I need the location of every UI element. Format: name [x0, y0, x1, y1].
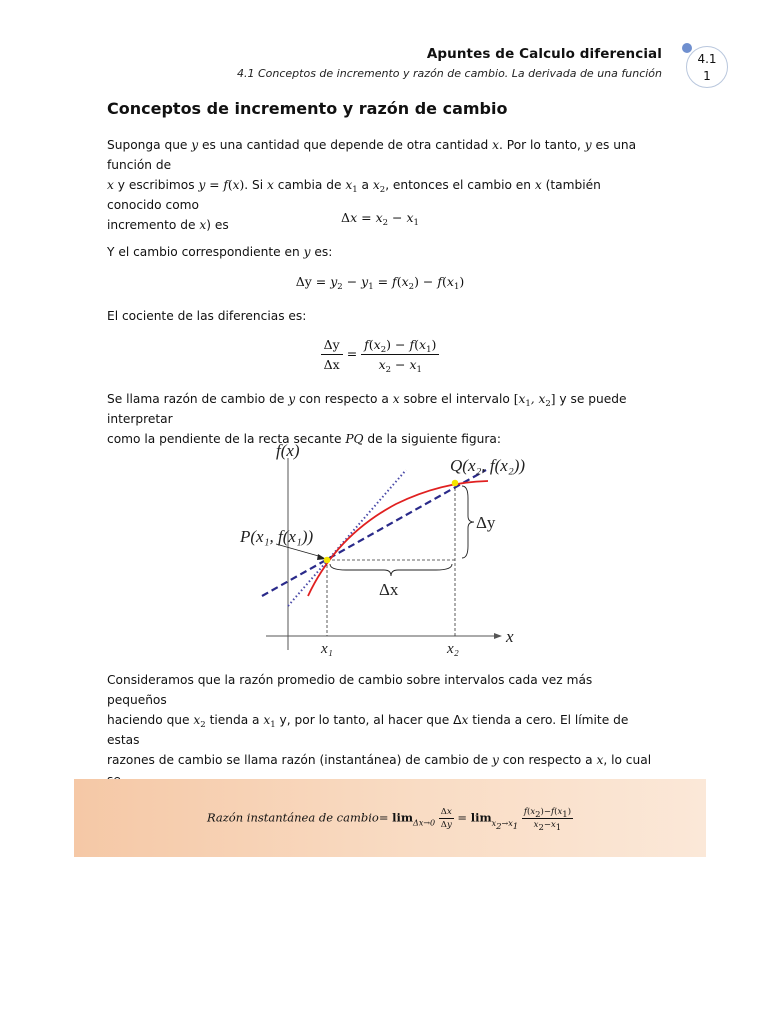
function-curve	[308, 481, 488, 596]
y-axis-label: f(x)	[276, 441, 300, 460]
equation-delta-x: $\Delta x = x_2 - x_1$	[341, 210, 419, 228]
point-q-label: Q(x₂, f(x₂))	[450, 456, 526, 475]
page-number-section: 4.1	[697, 52, 717, 66]
tick-label-x1: x₁	[321, 641, 333, 657]
paragraph-rate-of-change: Se llama razón de cambio de y con respecto a x sobre el intervalo [$x_1$, $x_2$] y se puede interpretar como la pendiente de la recta secante PQ de la siguiente figura:	[107, 392, 627, 446]
instantaneous-rate-formula: Razón instantánea de cambio= $\lim_{\Delta x\to 0}$ $\frac{\Delta x}{\Delta y}$ = $\lim_{x_2\to x_1}$ $\frac{f(x_2)-f(x_1)}{x_2-x_1}$	[206, 807, 572, 833]
point-p	[324, 557, 331, 564]
x-axis-arrow-icon	[494, 633, 502, 639]
delta-x-label: Δx	[379, 580, 399, 599]
delta-x-brace	[330, 564, 452, 576]
paragraph-change-y: Y el cambio correspondiente en y es:	[107, 245, 333, 259]
instantaneous-rate-label: Razón instantánea de cambio	[206, 810, 379, 825]
badge-dot-icon	[682, 43, 692, 53]
point-q	[452, 480, 459, 487]
page-number-badge	[686, 46, 728, 88]
delta-y-brace	[462, 486, 474, 558]
header-title: Apuntes de Calculo diferencial	[426, 46, 662, 62]
page-number: 1	[703, 69, 711, 83]
header-subtitle: 4.1 Conceptos de incremento y razón de cambio. La derivada de una función	[236, 67, 662, 80]
point-p-label: P(x₁, f(x₁))	[240, 527, 314, 546]
equation-quotient: $\frac{\Delta y}{\Delta x}$ = $\frac{f(x_2) - f(x_1)}{x_2 - x_1}$	[300, 337, 460, 372]
secant-tangent-figure	[236, 436, 536, 666]
section-title: Conceptos de incremento y razón de cambio	[107, 99, 508, 118]
paragraph-quotient: El cociente de las diferencias es:	[107, 309, 307, 323]
equation-delta-y: $\Delta y = y_2 - y_1 = f(x_2) - f(x_1)$	[295, 274, 465, 292]
tick-label-x2: x₂	[447, 641, 459, 657]
paragraph-limit: Consideramos que la razón promedio de cambio sobre intervalos cada vez más pequeños haciendo que $x_2$ tienda a $x_1$ y, por lo tanto, al hacer que Δx tienda a cero. El límite de estas razones de cambio se llama razón (instantánea) de cambio de y con respecto a x, lo cual	[107, 673, 652, 767]
delta-y-label: Δy	[476, 513, 496, 532]
paragraph-intro: Suponga que y es una cantidad que depende de otra cantidad x. Por lo tanto, y es una función de x y escribimos y = f(x). Si x cambia de $x_1$ a $x_2$, entonces el cambio en x (también conocido como incremento de x) es	[107, 138, 637, 232]
instantaneous-rate-box	[74, 779, 706, 857]
x-axis-label: x	[506, 627, 514, 646]
